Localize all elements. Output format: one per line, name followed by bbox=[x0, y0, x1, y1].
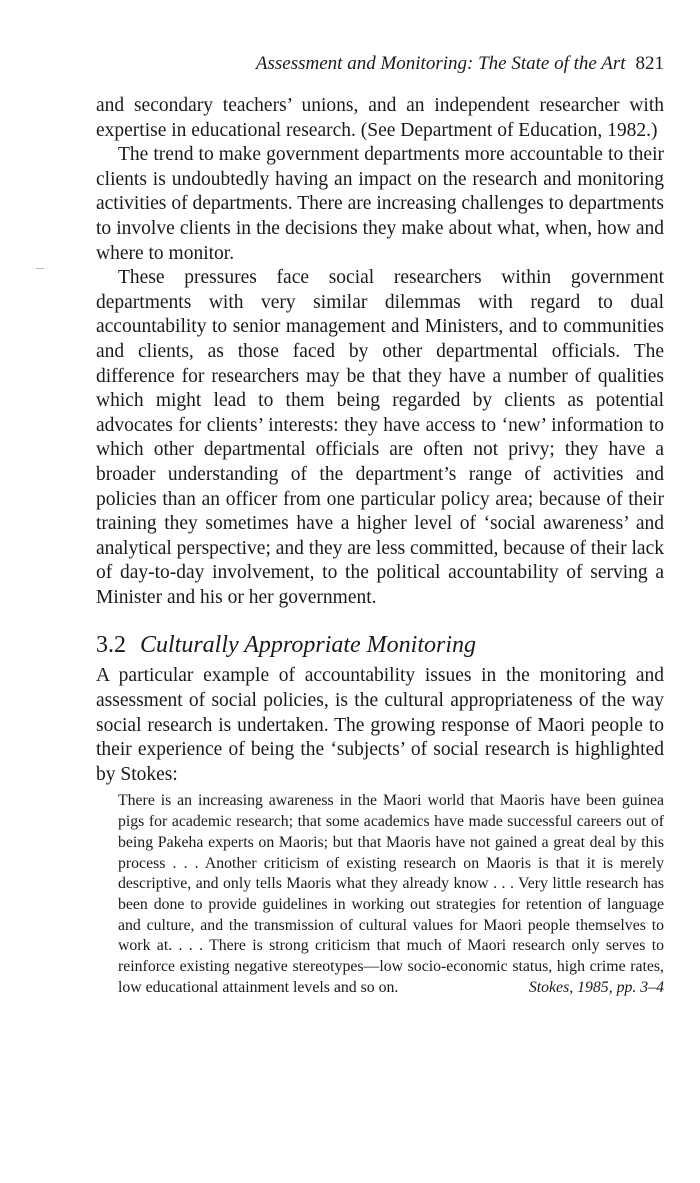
block-quote bbox=[118, 791, 664, 998]
quote-citation: Stokes, 1985, pp. 3–4 bbox=[528, 978, 664, 996]
section-heading bbox=[96, 630, 664, 660]
body-paragraph-2: The trend to make government departments more accountable to their clients is undoubtedly having an impact on the research and monitoring activities of departments. There are increasing challenges to departments to involve clients in the decisions they make about what, when, how and where to monitor. bbox=[96, 144, 664, 264]
section-title: Culturally Appropriate Monitoring bbox=[140, 632, 477, 659]
running-head bbox=[96, 52, 664, 76]
section-paragraph: A particular example of accountability issues in the monitoring and assessment of social policies, is the cultural appropriateness of the way social research is undertaken. The growing response of Maori people to their experience of being the ‘subjects’ of social research is highlighted by Stokes: bbox=[96, 665, 664, 785]
margin-mark bbox=[36, 268, 44, 269]
page-number: 821 bbox=[635, 53, 664, 74]
quote-text: There is an increasing awareness in the Maori world that Maoris have been guinea pigs for academic research; that some academics have made successful careers out of being Pakeha experts on Maoris; but that Maoris have not gained a great deal by this process . . . Another criticism of existing research on Maoris is that it is merely descriptive, and only tells Maoris what they already know . . . Very little research has been done to provide guidelines in working out strategies for retention of language and culture, and the transmission of cultural values for Maori people themselves to work at. . . . There is strong criticism that much of Maori research only serves to reinforce existing negative stereotypes—low socio-economic status, high crime rates, low educational attainment levels and so on. bbox=[118, 792, 664, 996]
section-number: 3.2 bbox=[96, 632, 126, 659]
body-paragraph-1: and secondary teachers’ unions, and an independent researcher with expertise in educational research. (See Department of Education, 1982.) bbox=[96, 95, 664, 141]
page bbox=[96, 52, 664, 998]
body-paragraph-3: These pressures face social researchers within government departments with very similar dilemmas with regard to dual accountability to senior management and Ministers, and to communities and clients, as those faced by other departmental officials. The difference for researchers may be that they have a number of qualities which might lead to them being regarded by clients as potential advocates for clients’ interests: they have access to ‘new’ information to which other departmental officials are often not privy; they have a broader understanding of the department’s range of activities and policies than an officer from one particular policy area; because of their training they sometimes have a higher level of ‘social awareness’ and analytical perspective; and they are less committed, because of their lack of day-to-day involvement, to the political accountability of serving a Minister and his or her government. bbox=[96, 267, 664, 608]
running-head-title: Assessment and Monitoring: The State of the Art bbox=[255, 53, 626, 74]
